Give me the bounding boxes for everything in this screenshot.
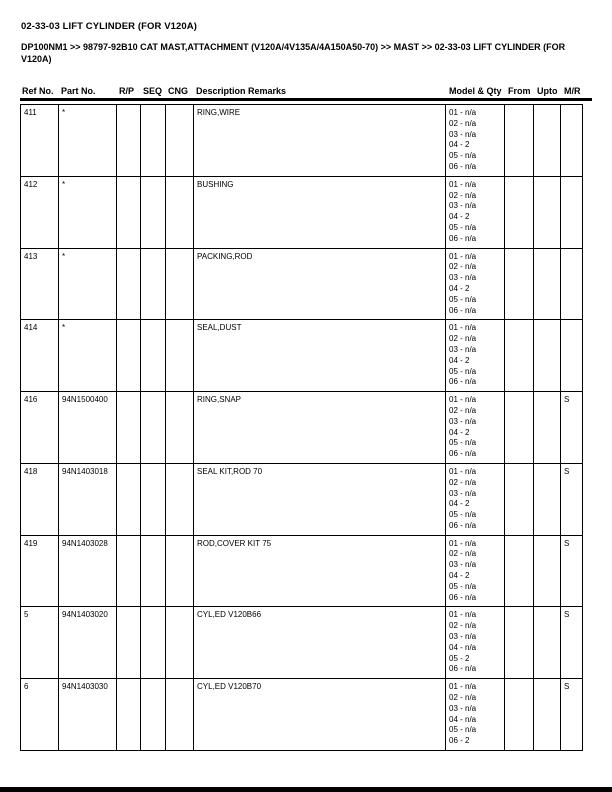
from-cell — [505, 607, 534, 678]
cng-cell — [166, 177, 194, 248]
model-qty-line: 03 - n/a — [449, 488, 477, 498]
model-qty-cell — [446, 464, 505, 535]
upto-cell — [534, 320, 561, 391]
model-qty-line: 04 - 2 — [449, 571, 470, 581]
seq-cell — [141, 249, 166, 320]
table-row — [21, 249, 582, 321]
model-qty-line: 04 - 2 — [449, 427, 470, 437]
model-qty-line: 06 - n/a — [449, 305, 477, 315]
model-qty-line: 04 - n/a — [449, 714, 477, 724]
model-qty-line: 01 - n/a — [449, 538, 477, 548]
model-qty-line: 02 - n/a — [449, 477, 477, 487]
model-qty-line: 04 - 2 — [449, 140, 470, 150]
seq-cell — [141, 607, 166, 678]
cng-cell — [166, 464, 194, 535]
part-no-cell: 94N1500400 — [59, 392, 117, 463]
breadcrumb: DP100NM1 >> 98797-92B10 CAT MAST,ATTACHMENT (V120A/4V135A/4A150A50-70) >> MAST >> 02-33-03 LIFT CYLINDER (FOR V120A) — [21, 42, 566, 64]
model-qty-line: 03 - n/a — [449, 201, 477, 211]
rp-cell — [117, 679, 141, 750]
cng-cell — [166, 249, 194, 320]
model-qty-cell — [446, 177, 505, 248]
model-qty-cell — [446, 607, 505, 678]
cng-cell — [166, 536, 194, 607]
model-qty-line: 06 - n/a — [449, 233, 477, 243]
model-qty-line: 06 - n/a — [449, 520, 477, 530]
seq-cell — [141, 392, 166, 463]
model-qty-line: 06 - n/a — [449, 161, 477, 171]
model-qty-cell — [446, 320, 505, 391]
model-qty-line: 02 - n/a — [449, 621, 477, 631]
rp-cell — [117, 105, 141, 176]
table-row — [21, 392, 582, 464]
model-qty-line: 01 - n/a — [449, 251, 477, 261]
col-header-rp: R/P — [119, 86, 135, 96]
description-cell: PACKING,ROD — [194, 249, 446, 320]
model-qty-line: 06 - n/a — [449, 664, 477, 674]
rp-cell — [117, 392, 141, 463]
col-header-mr: M/R — [564, 86, 581, 96]
table-row — [21, 177, 582, 249]
upto-cell — [534, 105, 561, 176]
part-no-cell: 94N1403030 — [59, 679, 117, 750]
description-cell: SEAL KIT,ROD 70 — [194, 464, 446, 535]
model-qty-line: 01 - n/a — [449, 108, 477, 117]
model-qty-line: 04 - 2 — [449, 355, 470, 365]
table-row — [21, 105, 582, 177]
col-header-ref-no: Ref No. — [22, 86, 54, 96]
part-no-cell: * — [59, 105, 117, 176]
upto-cell — [534, 177, 561, 248]
model-qty-line: 03 - n/a — [449, 129, 477, 139]
cng-cell — [166, 320, 194, 391]
cng-cell — [166, 392, 194, 463]
model-qty-line: 02 - n/a — [449, 118, 477, 128]
model-qty-line: 06 - n/a — [449, 449, 477, 459]
seq-cell — [141, 105, 166, 176]
seq-cell — [141, 536, 166, 607]
page-title: 02-33-03 LIFT CYLINDER (FOR V120A) — [21, 21, 198, 32]
ref-no-cell: 411 — [21, 105, 59, 176]
upto-cell — [534, 249, 561, 320]
model-qty-line: 06 - n/a — [449, 377, 477, 387]
model-qty-line: 05 - n/a — [449, 510, 477, 520]
description-cell: RING,SNAP — [194, 392, 446, 463]
model-qty-line: 04 - 2 — [449, 212, 470, 222]
seq-cell — [141, 320, 166, 391]
model-qty-cell — [446, 536, 505, 607]
mr-cell: S — [564, 682, 570, 692]
model-qty-line: 01 - n/a — [449, 179, 477, 189]
from-cell — [505, 536, 534, 607]
from-cell — [505, 105, 534, 176]
description-cell: RING,WIRE — [194, 105, 446, 176]
model-qty-line: 05 - n/a — [449, 222, 477, 232]
model-qty-line: 04 - 2 — [449, 283, 470, 293]
mr-cell: S — [564, 395, 570, 405]
model-qty-line: 03 - n/a — [449, 344, 477, 354]
model-qty-line: 03 - n/a — [449, 273, 477, 283]
cng-cell — [166, 105, 194, 176]
table-row — [21, 607, 582, 679]
model-qty-line: 03 - n/a — [449, 560, 477, 570]
col-header-part-no: Part No. — [61, 86, 96, 96]
from-cell — [505, 392, 534, 463]
ref-no-cell: 418 — [21, 464, 59, 535]
model-qty-line: 05 - n/a — [449, 581, 477, 591]
model-qty-cell — [446, 105, 505, 176]
rp-cell — [117, 607, 141, 678]
model-qty-line: 01 - n/a — [449, 323, 477, 333]
ref-no-cell: 419 — [21, 536, 59, 607]
mr-cell: S — [564, 538, 570, 548]
ref-no-cell: 416 — [21, 392, 59, 463]
model-qty-line: 02 - n/a — [449, 190, 477, 200]
col-header-model-qty: Model & Qty — [449, 86, 502, 96]
model-qty-line: 06 - 2 — [449, 736, 470, 746]
model-qty-line: 05 - n/a — [449, 366, 477, 376]
col-header-upto: Upto — [537, 86, 558, 96]
upto-cell — [534, 392, 561, 463]
model-qty-line: 03 - n/a — [449, 416, 477, 426]
model-qty-cell — [446, 679, 505, 750]
model-qty-line: 03 - n/a — [449, 703, 477, 713]
upto-cell — [534, 464, 561, 535]
model-qty-line: 02 - n/a — [449, 693, 477, 703]
parts-table-body — [20, 104, 583, 751]
mr-cell — [561, 105, 582, 176]
ref-no-cell: 414 — [21, 320, 59, 391]
rp-cell — [117, 464, 141, 535]
model-qty-line: 01 - n/a — [449, 682, 477, 692]
model-qty-line: 02 - n/a — [449, 405, 477, 415]
part-no-cell: 94N1403018 — [59, 464, 117, 535]
mr-cell: S — [564, 466, 570, 476]
part-no-cell: 94N1403028 — [59, 536, 117, 607]
model-qty-line: 05 - 2 — [449, 653, 470, 663]
model-qty-line: 01 - n/a — [449, 610, 477, 620]
mr-cell — [561, 320, 582, 391]
col-header-from: From — [508, 86, 531, 96]
model-qty-cell — [446, 249, 505, 320]
description-cell: ROD,COVER KIT 75 — [194, 536, 446, 607]
model-qty-line: 04 - 2 — [449, 499, 470, 509]
model-qty-cell — [446, 392, 505, 463]
page-bottom-bar — [0, 787, 612, 792]
ref-no-cell: 6 — [21, 679, 59, 750]
table-row — [21, 464, 582, 536]
header-divider-rule — [20, 98, 592, 101]
upto-cell — [534, 679, 561, 750]
from-cell — [505, 249, 534, 320]
seq-cell — [141, 464, 166, 535]
part-no-cell: * — [59, 177, 117, 248]
seq-cell — [141, 679, 166, 750]
ref-no-cell: 413 — [21, 249, 59, 320]
table-row — [21, 679, 582, 750]
description-cell: CYL,ED V120B66 — [194, 607, 446, 678]
col-header-cng: CNG — [168, 86, 188, 96]
model-qty-line: 02 - n/a — [449, 549, 477, 559]
description-cell: CYL,ED V120B70 — [194, 679, 446, 750]
seq-cell — [141, 177, 166, 248]
from-cell — [505, 177, 534, 248]
model-qty-line: 06 - n/a — [449, 592, 477, 602]
table-row — [21, 320, 582, 392]
rp-cell — [117, 536, 141, 607]
model-qty-line: 04 - n/a — [449, 642, 477, 652]
cng-cell — [166, 679, 194, 750]
model-qty-line: 02 - n/a — [449, 262, 477, 272]
table-header-row — [20, 86, 583, 96]
model-qty-line: 03 - n/a — [449, 632, 477, 642]
part-no-cell: * — [59, 249, 117, 320]
part-no-cell: 94N1403020 — [59, 607, 117, 678]
cng-cell — [166, 607, 194, 678]
mr-cell — [561, 249, 582, 320]
description-cell: SEAL,DUST — [194, 320, 446, 391]
table-row — [21, 536, 582, 608]
model-qty-line: 02 - n/a — [449, 334, 477, 344]
from-cell — [505, 464, 534, 535]
model-qty-line: 01 - n/a — [449, 466, 477, 476]
model-qty-line: 01 - n/a — [449, 395, 477, 405]
from-cell — [505, 320, 534, 391]
ref-no-cell: 412 — [21, 177, 59, 248]
col-header-description-remarks: Description Remarks — [196, 86, 287, 96]
mr-cell — [561, 177, 582, 248]
rp-cell — [117, 320, 141, 391]
part-no-cell: * — [59, 320, 117, 391]
from-cell — [505, 679, 534, 750]
col-header-seq: SEQ — [143, 86, 163, 96]
model-qty-line: 05 - n/a — [449, 151, 477, 161]
model-qty-line: 05 - n/a — [449, 438, 477, 448]
upto-cell — [534, 536, 561, 607]
description-cell: BUSHING — [194, 177, 446, 248]
upto-cell — [534, 607, 561, 678]
model-qty-line: 05 - n/a — [449, 725, 477, 735]
rp-cell — [117, 177, 141, 248]
model-qty-line: 05 - n/a — [449, 294, 477, 304]
ref-no-cell: 5 — [21, 607, 59, 678]
rp-cell — [117, 249, 141, 320]
mr-cell: S — [564, 610, 570, 620]
